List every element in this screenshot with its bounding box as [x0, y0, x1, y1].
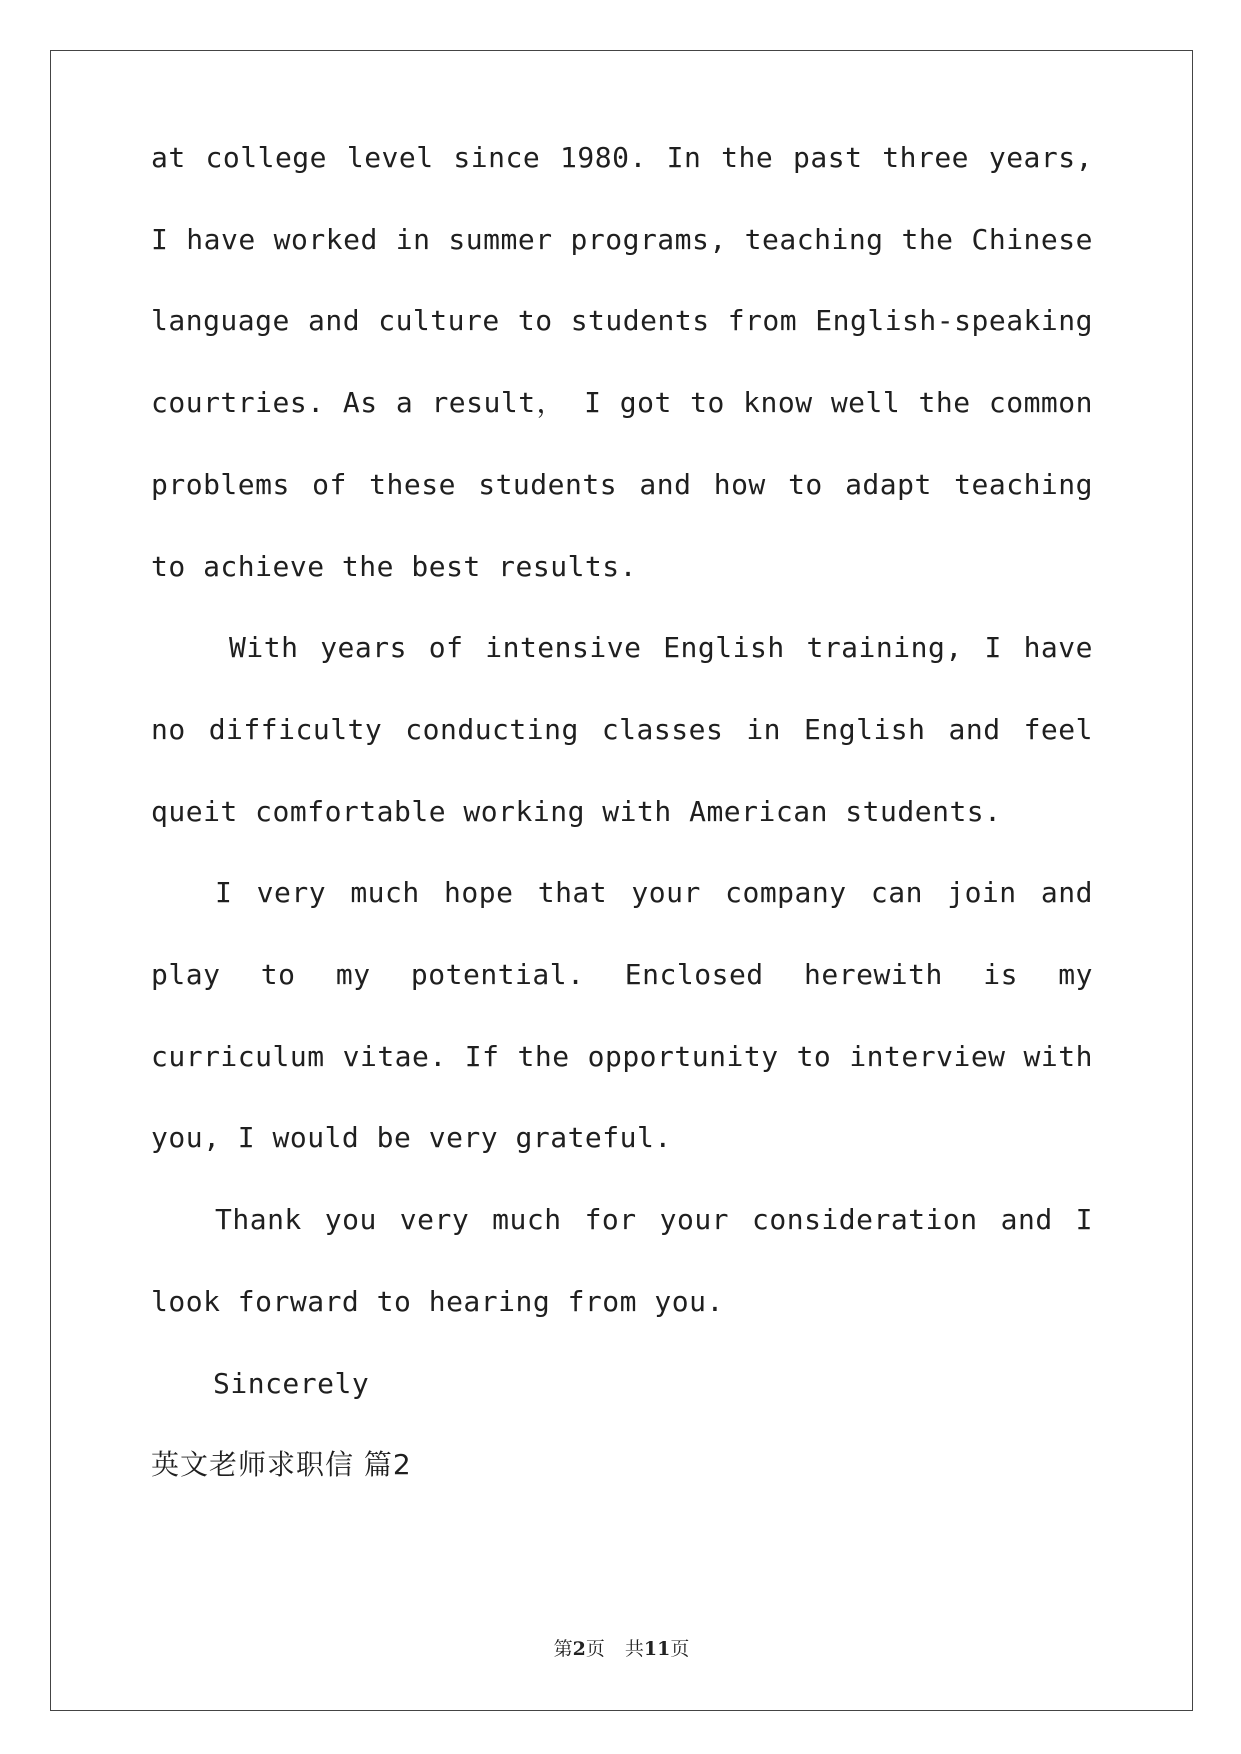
page-footer — [51, 1634, 1192, 1661]
closing-sincerely: Sincerely — [213, 1366, 370, 1400]
paragraph-english-training: With years of intensive English training, I have no difficulty conducting classes in English and feel queit comfortable working with American students. — [151, 631, 1093, 828]
paragraph-experience: at college level since 1980. In the past three years, I have worked in summer programs, teaching the Chinese language and culture to students from English-speaking courtries. As a result， I got to know well the common problems of these students and how to adapt teaching to achieve the best results. — [151, 141, 1093, 583]
footer-total-prefix: 共 — [624, 1638, 644, 1660]
footer-page-suffix: 页 — [585, 1638, 605, 1660]
footer-total-pages: 11 — [643, 1638, 671, 1660]
footer-total-suffix: 页 — [670, 1638, 690, 1660]
footer-prefix: 第 — [553, 1638, 573, 1660]
document-page — [50, 50, 1193, 1711]
footer-current-page: 2 — [572, 1638, 586, 1660]
letter-body — [151, 117, 1093, 1506]
paragraph-thanks: Thank you very much for your consideration and I look forward to hearing from you. — [151, 1203, 1093, 1318]
section-heading: 英文老师求职信 篇2 — [151, 1448, 412, 1482]
paragraph-hope: I very much hope that your company can join and play to my potential. Enclosed herewith is my curriculum vitae. If the opportunity to interview with you, I would be very grateful. — [151, 876, 1093, 1155]
